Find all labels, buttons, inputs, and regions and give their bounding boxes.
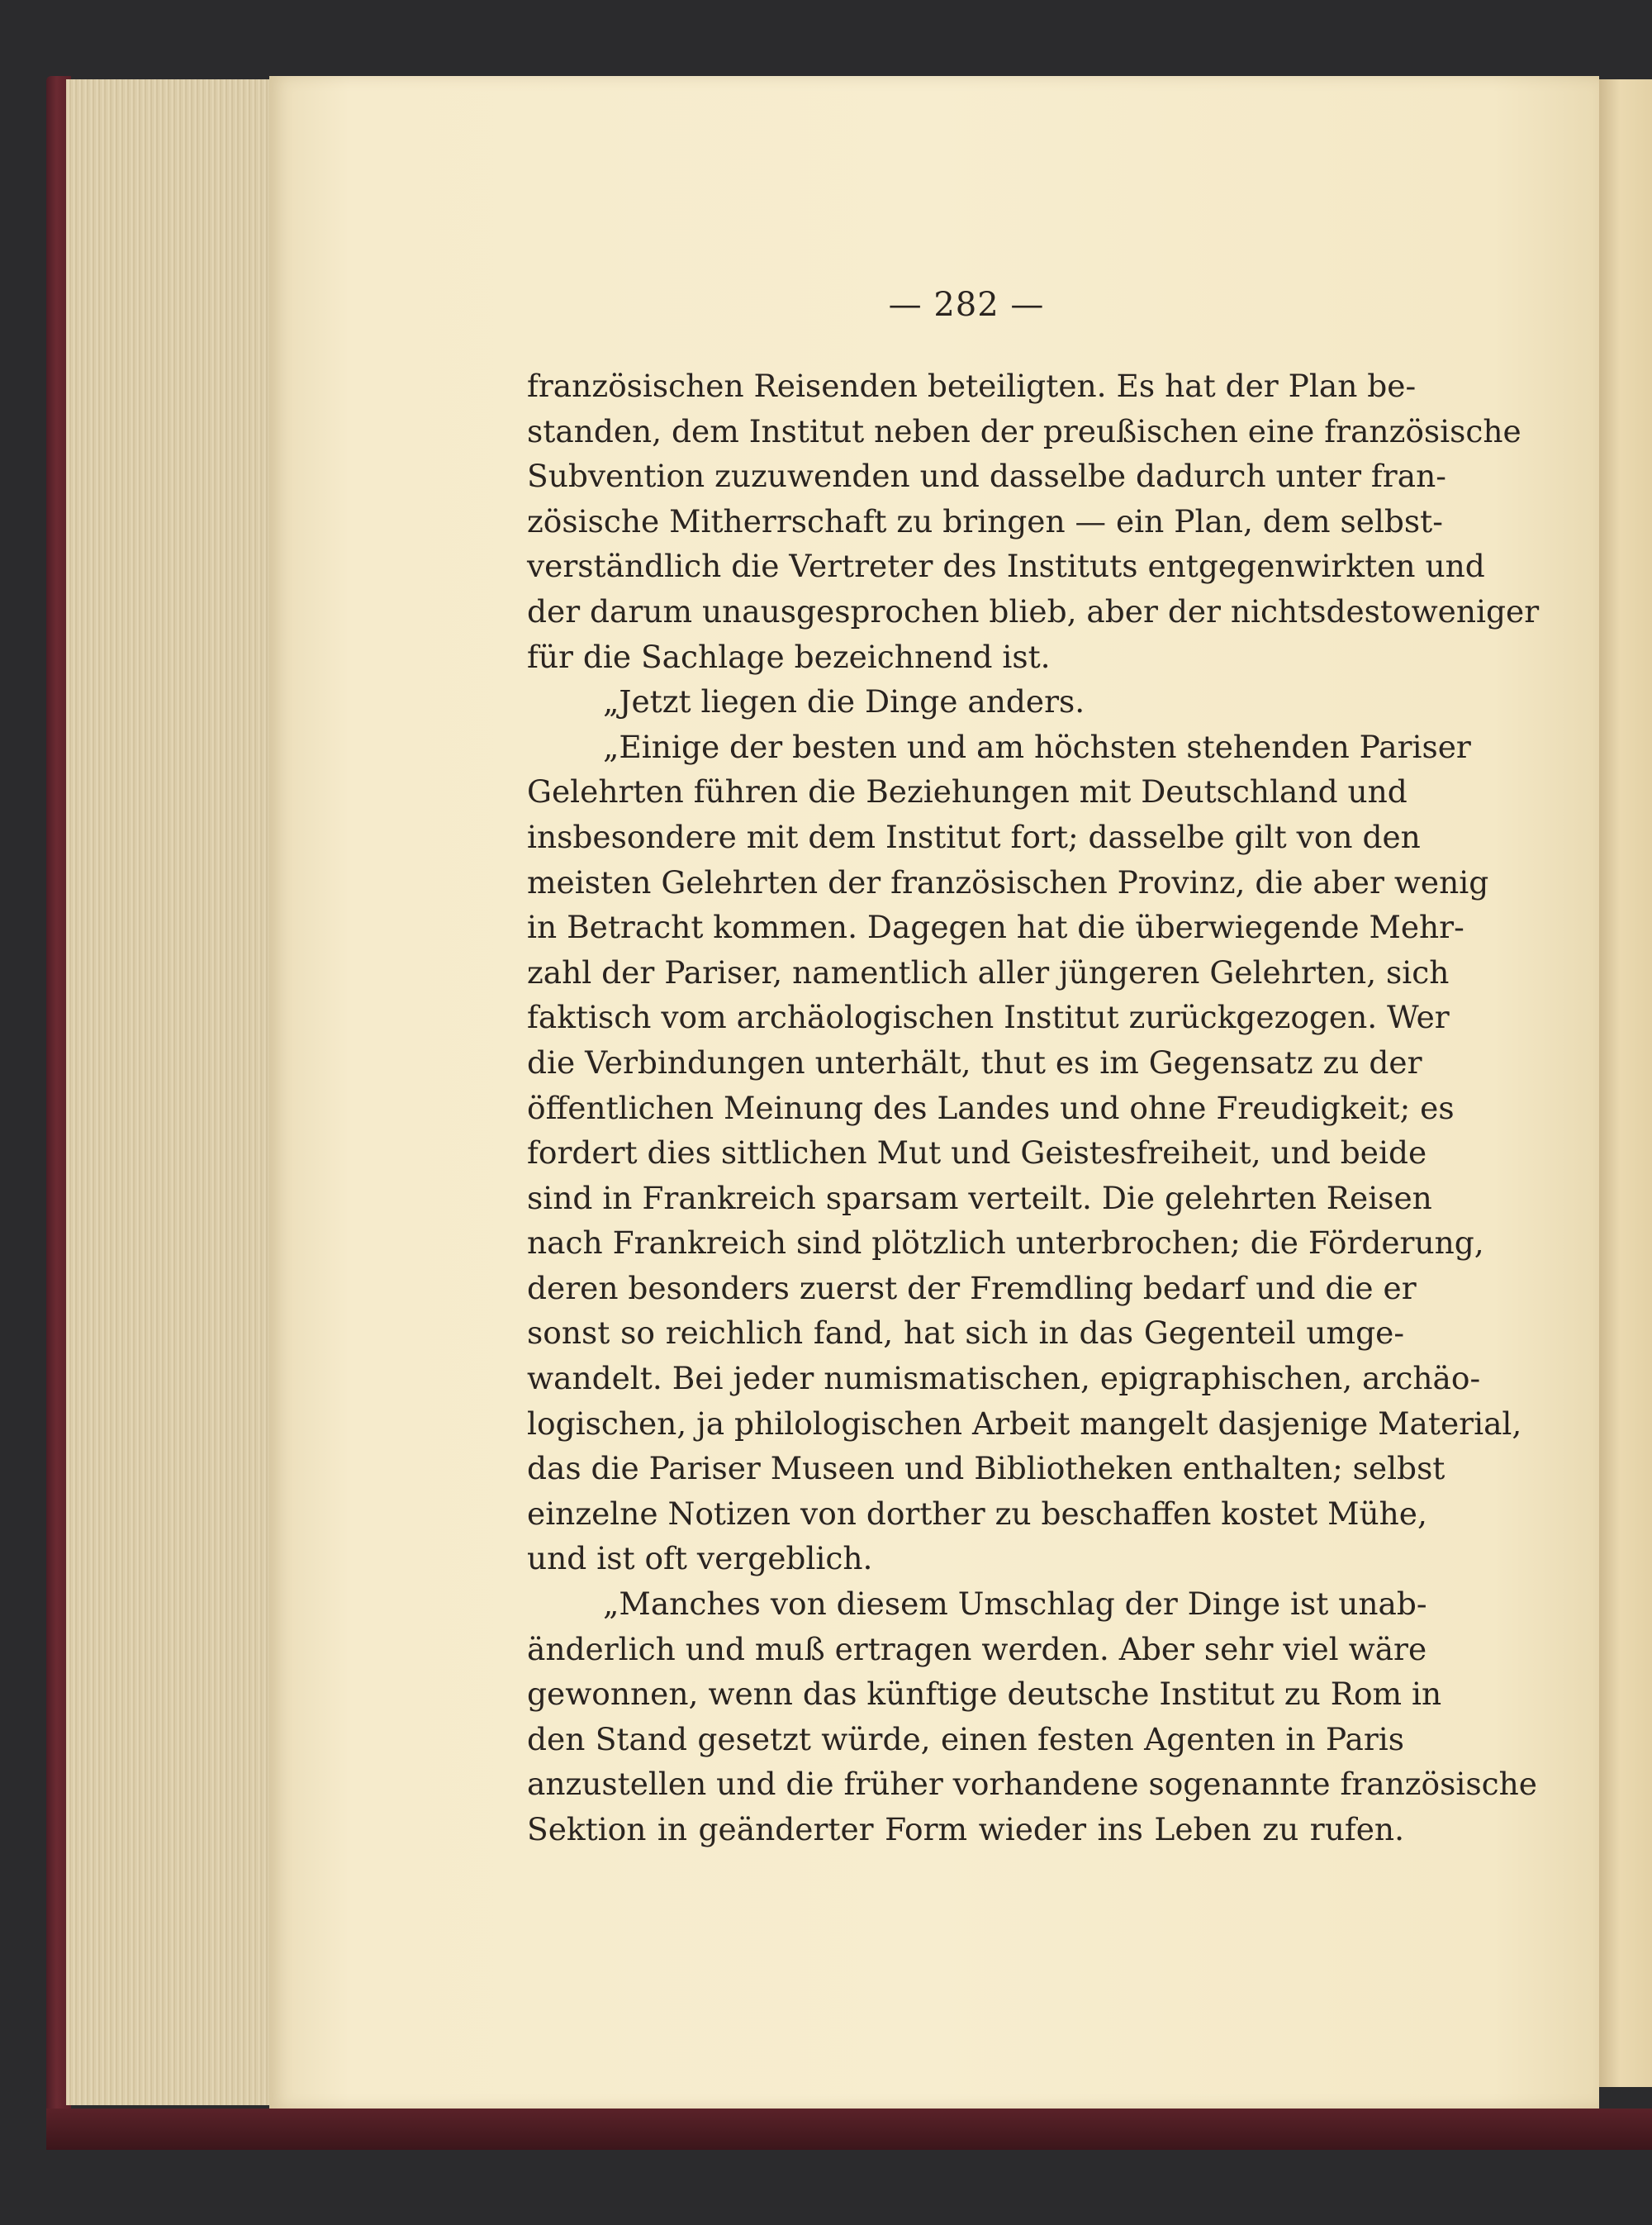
text-line: den Stand gesetzt würde, einen festen Agenten in Paris (527, 1720, 1404, 1757)
text-line: einzelne Notizen von dorther zu beschaffen kostet Mühe, (527, 1495, 1427, 1532)
text-line: wandelt. Bei jeder numismatischen, epigraphischen, archäo- (527, 1360, 1481, 1397)
text-line: „Einige der besten und am höchsten stehenden Pariser (603, 728, 1471, 765)
facing-page-edge (1599, 79, 1652, 2087)
text-line: deren besonders zuerst der Fremdling bedarf und die er (527, 1269, 1417, 1306)
text-line: nach Frankreich sind plötzlich unterbrochen; die Förderung, (527, 1224, 1484, 1262)
text-line: verständlich die Vertreter des Instituts entgegenwirkten und (527, 548, 1485, 585)
text-line: „Jetzt liegen die Dinge anders. (603, 683, 1085, 720)
text-line: sonst so reichlich fand, hat sich in das Gegenteil umge- (527, 1315, 1404, 1352)
text-line: zösische Mitherrschaft zu bringen — ein Plan, dem selbst- (527, 502, 1443, 540)
text-line: Subvention zuzuwenden und dasselbe dadurch unter fran- (527, 458, 1446, 495)
text-line: faktisch vom archäologischen Institut zurückgezogen. Wer (527, 999, 1450, 1036)
text-line: meisten Gelehrten der französischen Provinz, die aber wenig (527, 863, 1489, 901)
text-line: gewonnen, wenn das künftige deutsche Institut zu Rom in (527, 1676, 1442, 1713)
page-edges (66, 79, 274, 2105)
page-number: — 282 — (888, 286, 1045, 324)
text-line: insbesondere mit dem Institut fort; dasselbe gilt von den (527, 818, 1421, 855)
text-line: für die Sachlage bezeichnend ist. (527, 638, 1051, 675)
text-line: Gelehrten führen die Beziehungen mit Deutschland und (527, 773, 1408, 811)
text-line: öffentlichen Meinung des Landes und ohne Freudigkeit; es (527, 1089, 1455, 1126)
text-line: der darum unausgesprochen blieb, aber der nichtsdestoweniger (527, 592, 1540, 630)
text-line: und ist oft vergeblich. (527, 1540, 873, 1577)
text-line: das die Pariser Museen und Bibliotheken enthalten; selbst (527, 1450, 1446, 1487)
text-line: zahl der Pariser, namentlich aller jüngeren Gelehrten, sich (527, 953, 1450, 991)
text-line: in Betracht kommen. Dagegen hat die überwiegende Mehr- (527, 909, 1464, 946)
book-cover-bottom (46, 2109, 1652, 2150)
text-line: standen, dem Institut neben der preußischen eine französische (527, 412, 1521, 449)
text-line: die Verbindungen unterhält, thut es im Gegensatz zu der (527, 1044, 1422, 1081)
text-line: fordert dies sittlichen Mut und Geistesfreiheit, und beide (527, 1134, 1427, 1172)
text-line: logischen, ja philologischen Arbeit mangelt dasjenige Material, (527, 1405, 1522, 1442)
text-line: anzustellen und die früher vorhandene sogenannte französische (527, 1766, 1537, 1803)
text-line: sind in Frankreich sparsam verteilt. Die gelehrten Reisen (527, 1179, 1432, 1216)
text-line: französischen Reisenden beteiligten. Es hat der Plan be- (527, 368, 1417, 404)
text-line: Sektion in geänderter Form wieder ins Leben zu rufen. (527, 1811, 1404, 1847)
text-line: änderlich und muß ertragen werden. Aber sehr viel wäre (527, 1630, 1427, 1667)
text-line: „Manches von diesem Umschlag der Dinge ist unab- (603, 1586, 1427, 1623)
page-text (527, 364, 1540, 1852)
